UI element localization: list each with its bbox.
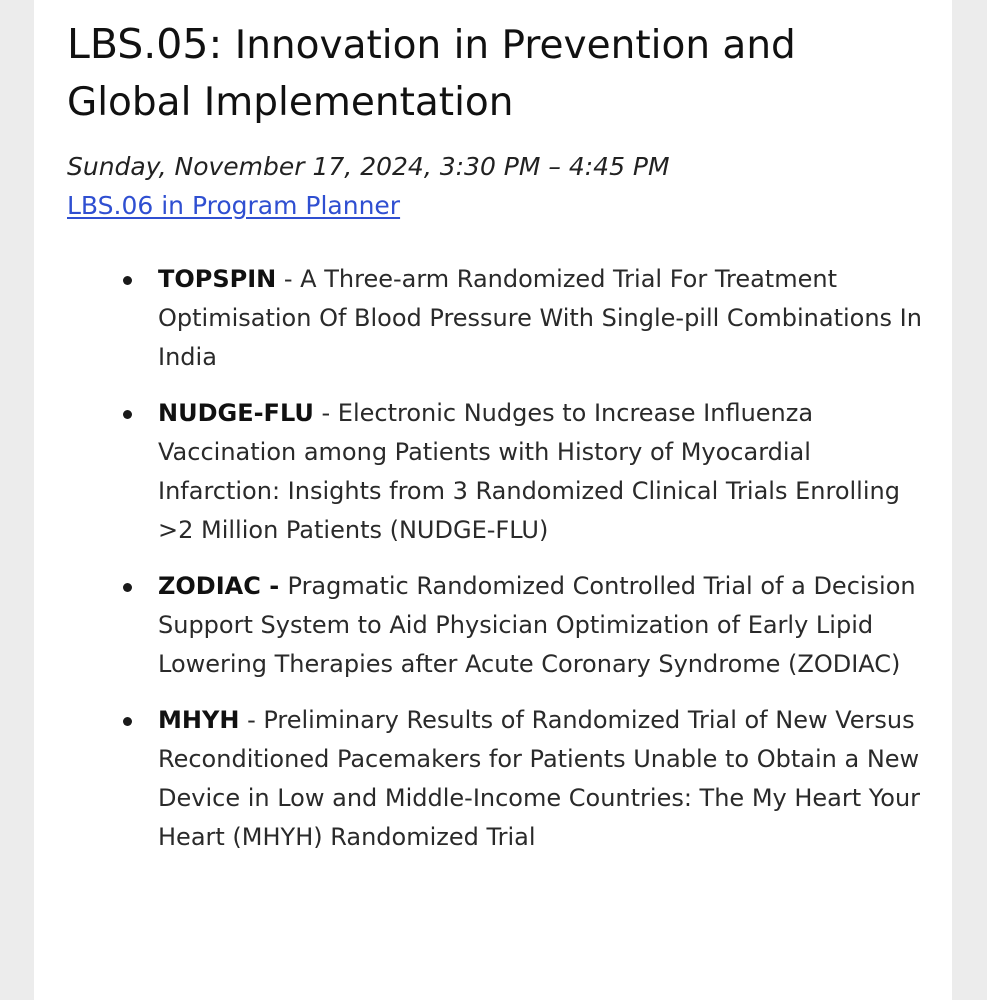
session-title-text: Innovation in Prevention and Global Implementation [67,23,796,125]
trial-description: Pragmatic Randomized Controlled Trial of a Decision Support System to Aid Physician Optimization of Early Lipid Lowering Therapies after Acute Coronary Syndrome (ZODIAC) [158,572,916,678]
bullet-icon [123,717,132,726]
trial-acronym: TOPSPIN [158,265,277,293]
trial-acronym: NUDGE-FLU [158,399,314,427]
trial-description: - Electronic Nudges to Increase Influenza Vaccination among Patients with History of Myocardial Infarction: Insights from 3 Randomized Clinical Trials Enrolling >2 Million Patients (NUDGE-FLU) [158,399,900,544]
list-item [158,567,935,684]
list-item [158,701,935,857]
trial-acronym: ZODIAC - [158,572,288,600]
session-title [67,16,907,131]
bullet-icon [123,410,132,419]
trial-description: - Preliminary Results of Randomized Trial of New Versus Reconditioned Pacemakers for Patients Unable to Obtain a New Device in Low and Middle-Income Countries: The My Heart Your Heart (MHYH) Randomized Trial [158,706,921,851]
bullet-icon [123,276,132,285]
session-page [34,0,952,1000]
list-item [158,394,935,550]
trial-acronym: MHYH [158,706,240,734]
bullet-icon [123,583,132,592]
program-planner-link[interactable]: LBS.06 in Program Planner [67,191,401,220]
trial-description: - A Three-arm Randomized Trial For Treatment Optimisation Of Blood Pressure With Single-pill Combinations In India [158,265,922,371]
trial-list [67,260,935,857]
session-datetime: Sunday, November 17, 2024, 3:30 PM – 4:45 PM [67,152,670,181]
list-item [158,260,935,377]
session-code: LBS.05: [67,20,223,68]
